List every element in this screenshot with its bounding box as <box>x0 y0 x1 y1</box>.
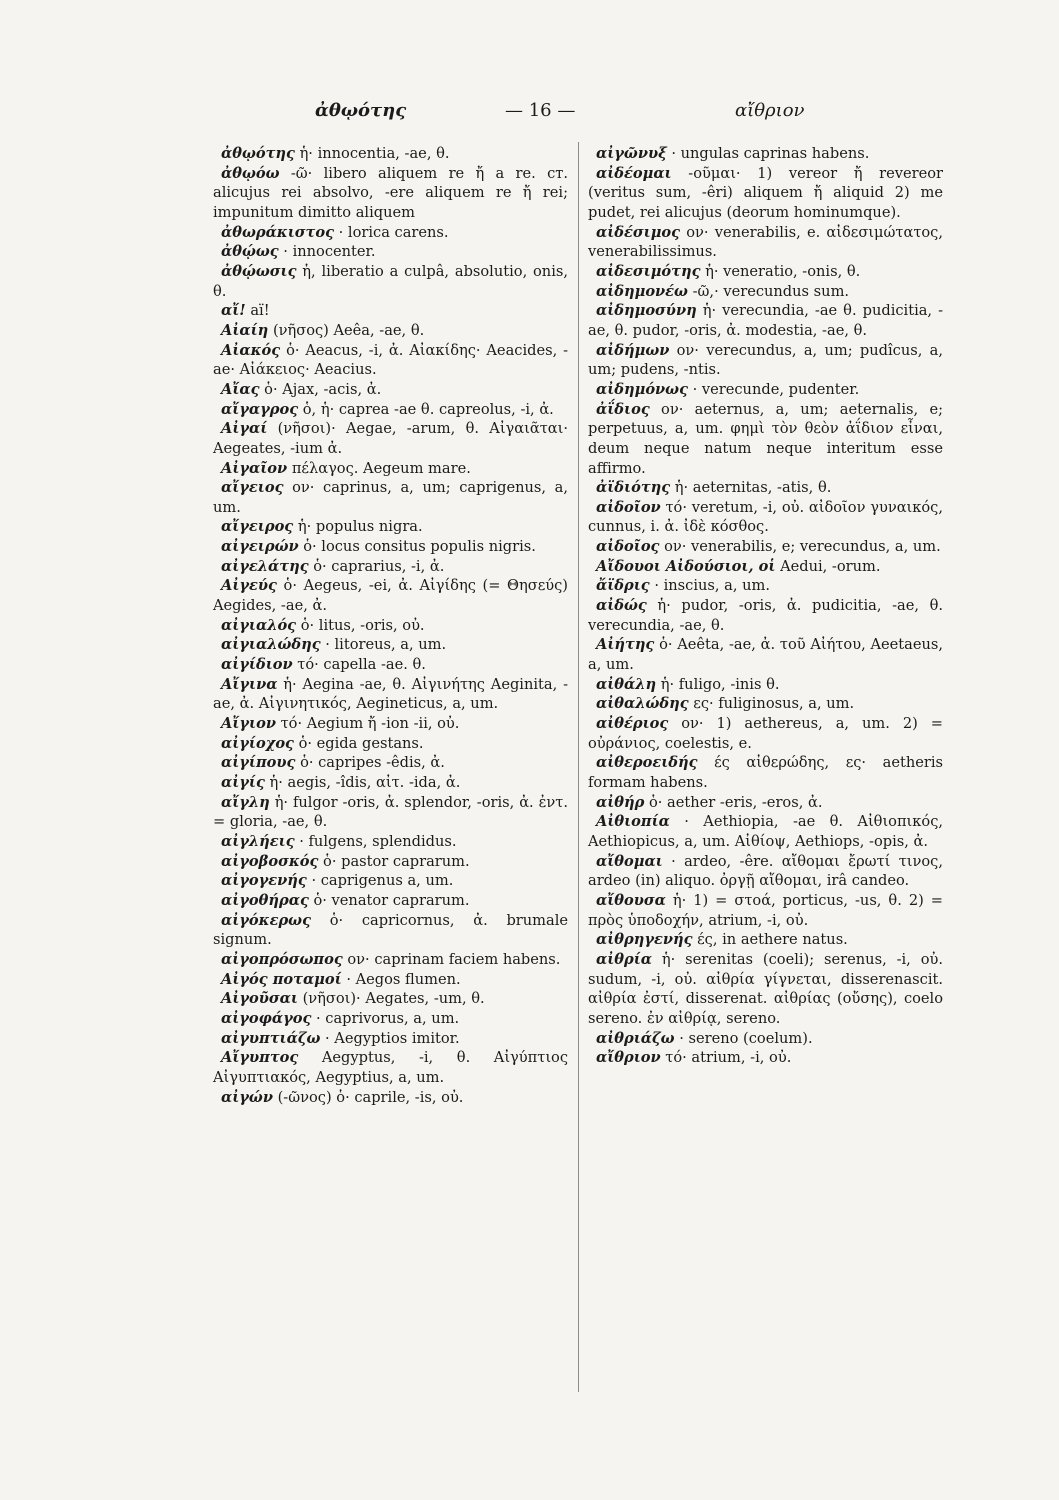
dictionary-entry <box>213 911 568 950</box>
entry-headword: αἰγλήεις <box>221 832 295 850</box>
dictionary-entry <box>213 262 568 301</box>
dictionary-entry <box>213 517 568 537</box>
entry-definition: ὁ· pastor caprarum. <box>323 852 470 870</box>
entry-headword: αἰδοῖον <box>596 498 661 516</box>
dictionary-entry <box>213 616 568 636</box>
entry-definition: ὁ· egida gestans. <box>298 734 424 752</box>
entry-headword: Αἴγιον <box>221 715 276 733</box>
entry-definition: ον· venerabilis, e; verecundus, a, um. <box>664 538 941 556</box>
entry-headword: Αἴγυπτος <box>221 1049 299 1067</box>
entry-definition: · ardeo, -êre. αἴθομαι ἔρωτί τινος, ardeo (in) aliquo. ὀργῇ αἴθομαι, irâ candeo. <box>588 852 943 890</box>
dictionary-entry <box>213 675 568 714</box>
dictionary-entry <box>213 400 568 420</box>
entry-definition: ἡ· aeternitas, -atis, θ. <box>674 479 832 497</box>
entry-headword: ἄϊδρις <box>596 577 650 595</box>
entry-definition: · Aegos flumen. <box>346 970 461 988</box>
entry-definition: (νῆσοι)· Aegates, -um, θ. <box>302 990 485 1008</box>
entry-definition: ἡ· veneratio, -onis, θ. <box>705 262 861 280</box>
dictionary-entry <box>213 1088 568 1108</box>
entry-definition: · Aegyptios imitor. <box>325 1029 460 1047</box>
entry-headword: Αἰγεύς <box>221 577 277 595</box>
entry-headword: ἀθῴως <box>221 243 279 261</box>
entry-definition: (νῆσος) Aeêa, -ae, θ. <box>272 321 425 339</box>
entry-headword: αἰγίδιον <box>221 656 293 674</box>
header-first-word: ἀθῳότης <box>315 100 407 121</box>
dictionary-entry <box>213 753 568 773</box>
dictionary-entry <box>588 576 943 596</box>
entry-definition: πέλαγος. Aegeum mare. <box>291 459 471 477</box>
entry-headword: αἰγογενής <box>221 872 307 890</box>
entry-headword: αἰθεροειδής <box>596 754 698 772</box>
entry-definition: ὁ· Ajax, -acis, ἀ. <box>264 380 382 398</box>
entry-headword: αἴγειος <box>221 479 284 497</box>
entry-headword: αἴγλη <box>221 793 270 811</box>
dictionary-entry <box>588 635 943 674</box>
entry-definition: ον· aeternus, a, um; aeternalis, e; perpetuus, a, um. φημὶ τὸν θεὸν ἀΐδιον εἶναι, deum neque natum neque interitum esse affirmo. <box>588 400 943 477</box>
entry-headword: αἰδέσιμος <box>596 223 681 241</box>
entry-definition: · ungulas caprinas habens. <box>671 145 870 162</box>
entry-definition: ἡ· fuligo, -inis θ. <box>660 675 780 693</box>
dictionary-entry <box>588 812 943 851</box>
entry-definition: · Aethiopia, -ae θ. Αἰθιοπικός, Aethiopicus, a, um. Αἰθίοψ, Aethiops, -opis, ἀ. <box>588 813 943 850</box>
dictionary-entry <box>588 891 943 930</box>
entry-definition: ὁ· venator caprarum. <box>313 891 470 909</box>
entry-definition: ὁ· litus, -oris, οὐ. <box>300 616 425 634</box>
entry-headword: αἰγών <box>221 1088 273 1106</box>
entry-headword: αἴγειρος <box>221 518 294 536</box>
dictionary-entry <box>213 223 568 243</box>
entry-headword: Αἴας <box>221 380 260 398</box>
dictionary-entry <box>588 852 943 891</box>
dictionary-entry <box>588 557 943 577</box>
dictionary-entry <box>213 1009 568 1029</box>
entry-headword: Αἰθιοπία <box>596 813 670 831</box>
entry-definition: ἡ· aegis, -îdis, αἰτ. -ida, ἀ. <box>269 774 461 791</box>
entry-definition: · lorica carens. <box>338 223 449 241</box>
entry-definition: ὁ, ἡ· caprea -ae θ. capreolus, -i, ἀ. <box>302 400 554 418</box>
dictionary-entry <box>213 950 568 970</box>
entry-headword: αἰδήμων <box>596 341 670 359</box>
entry-definition: ον· verecundus, a, um; pudîcus, a, um; pudens, -ntis. <box>588 341 943 379</box>
entry-headword: αἰθαλώδης <box>596 695 689 713</box>
entry-headword: Αἰγός ποταμοί <box>221 970 342 988</box>
header-last-word: αἴθριον <box>735 100 805 121</box>
entry-definition: -οῦμαι· 1) vereor ἤ revereor (veritus sum, -êri) aliquem ἤ aliquid 2) me pudet, rei alicujus (deorum hominumque). <box>588 164 943 221</box>
entry-headword: αἰδέομαι <box>596 164 672 182</box>
entry-definition: ὁ· locus consitus populis nigris. <box>303 538 536 556</box>
dictionary-entry <box>213 793 568 832</box>
dictionary-entry <box>213 714 568 734</box>
entry-headword: αἴ! <box>221 302 246 320</box>
entry-definition: ὁ· Aeêta, -ae, ἀ. τοῦ Αἰήτου, Aeetaeus, a, um. <box>588 636 944 674</box>
entry-definition: · litoreus, a, um. <box>325 636 447 654</box>
entry-headword: αἰθάλη <box>596 675 657 693</box>
dictionary-entry <box>213 144 568 164</box>
entry-definition: ὁ· caprarius, -i, ἀ. <box>313 557 445 575</box>
entry-definition: Aegyptus, -i, θ. Αἰγύπτιος Αἰγυπτιακός, Aegyptius, a, um. <box>213 1049 568 1086</box>
dictionary-entry <box>588 478 943 498</box>
entry-definition: -ῶ,· verecundus sum. <box>692 282 850 300</box>
page-number: — 16 — <box>505 100 576 121</box>
entry-definition: -ῶ· libero aliquem re ἤ a re. ст. alicujus rei absolvo, -ere aliquem re ἤ rei; impunitum dimitto aliquem <box>213 164 569 221</box>
entry-definition: · caprivorus, a, um. <box>316 1009 460 1027</box>
entry-headword: Αἴδουοι Αἰδούσιοι, οἱ <box>596 557 776 575</box>
entry-headword: Αἰγαῖον <box>221 459 288 477</box>
entry-headword: αἴθριον <box>596 1049 661 1067</box>
left-column <box>213 144 568 1107</box>
dictionary-entry <box>588 753 943 792</box>
entry-definition: τό· atrium, -i, οὐ. <box>665 1049 792 1067</box>
dictionary-entry <box>213 321 568 341</box>
entry-headword: αἰγειρών <box>221 538 299 556</box>
dictionary-entry <box>213 891 568 911</box>
entry-headword: αἰγιαλός <box>221 616 297 634</box>
dictionary-entry <box>588 282 943 302</box>
dictionary-entry <box>213 655 568 675</box>
entry-headword: αἰγοβοσκός <box>221 852 319 870</box>
dictionary-entry <box>588 930 943 950</box>
entry-definition: ὁ· Aeacus, -i, ἀ. Αἰακίδης· Aeacides, -ae· Αἰάκειος· Aeacius. <box>213 341 569 379</box>
dictionary-entry <box>213 871 568 891</box>
dictionary-entry <box>213 341 568 380</box>
dictionary-entry <box>588 400 943 479</box>
dictionary-entry <box>213 164 568 223</box>
dictionary-entry <box>588 164 943 223</box>
dictionary-entry <box>213 537 568 557</box>
entry-headword: αἰδημονέω <box>596 282 688 300</box>
entry-definition: ές, in aethere natus. <box>697 931 848 949</box>
entry-headword: αἰθέριος <box>596 715 669 733</box>
entry-headword: αἰγυπτιάζω <box>221 1029 321 1047</box>
entry-definition: ὁ· capripes -êdis, ἀ. <box>300 754 445 772</box>
entry-headword: ἀθῳότης <box>221 145 295 162</box>
entry-headword: ἀθῴωσις <box>221 262 297 280</box>
entry-definition: · caprigenus a, um. <box>311 872 454 890</box>
dictionary-entry <box>213 380 568 400</box>
entry-definition: (-ῶνος) ὁ· caprile, -is, οὐ. <box>277 1088 464 1106</box>
column-divider <box>578 142 579 1392</box>
entry-headword: ἀϊδιότης <box>596 479 671 497</box>
dictionary-entry <box>213 1048 568 1087</box>
entry-definition: ον· caprinus, a, um; caprigenus, a, um. <box>213 479 568 516</box>
entry-headword: Αἰγαί <box>221 420 268 438</box>
entry-definition: ές αἰθερώδης, ες· aetheris formam habens. <box>588 754 944 791</box>
entry-headword: αἰδοῖος <box>596 538 660 556</box>
entry-definition: ὁ· Aegeus, -ei, ἀ. Αἰγίδης (= Θησεύς) Aegides, -ae, ἀ. <box>213 577 569 615</box>
entry-headword: αἴθομαι <box>596 852 663 870</box>
entry-headword: ἀθῳόω <box>221 164 280 182</box>
dictionary-entry <box>213 459 568 479</box>
dictionary-entry <box>588 223 943 262</box>
entry-definition: (νῆσοι)· Aegae, -arum, θ. Αἰγαιᾶται· Aegeates, -ium ἀ. <box>213 420 568 457</box>
dictionary-entry <box>213 773 568 793</box>
entry-definition: Aedui, -orum. <box>780 557 881 575</box>
entry-definition: τό· veretum, -i, οὐ. αἰδοῖον γυναικός, cunnus, i. ἀ. ἰδὲ κόσθος. <box>588 498 943 536</box>
entry-headword: Αἰαίη <box>221 321 269 339</box>
entry-headword: αἰθήρ <box>596 793 645 811</box>
entry-headword: αἰθρία <box>596 950 653 968</box>
entry-headword: αἰδημόνως <box>596 380 688 398</box>
entry-headword: αἰγοθήρας <box>221 891 309 909</box>
dictionary-entry <box>213 852 568 872</box>
entry-definition: ον· 1) aethereus, a, um. 2) = οὐράνιος, coelestis, e. <box>588 715 943 752</box>
entry-definition: τό· Aegium ἤ -ion -ii, οὐ. <box>280 715 460 733</box>
entry-definition: ἡ· verecundia, -ae θ. pudicitia, -ae, θ. pudor, -oris, ἀ. modestia, -ae, θ. <box>588 302 944 339</box>
entry-definition: ἡ, liberatio a culpâ, absolutio, onis, θ. <box>213 262 568 300</box>
entry-headword: αἰδεσιμότης <box>596 262 701 280</box>
entry-headword: αἰγῶνυξ <box>596 145 667 162</box>
dictionary-entry <box>588 144 943 164</box>
entry-definition: ἡ· pudor, -oris, ἀ. pudicitia, -ae, θ. verecundia, -ae, θ. <box>588 597 943 634</box>
entry-headword: αἴθουσα <box>596 891 666 909</box>
entry-headword: ἀΐδιος <box>596 400 650 418</box>
dictionary-entry <box>588 301 943 340</box>
entry-definition: ἡ· fulgor -oris, ἀ. splendor, -oris, ἀ. ἐντ. = gloria, -ae, θ. <box>213 793 569 831</box>
entry-definition: aï! <box>250 302 270 320</box>
entry-headword: αἰγίπους <box>221 754 296 772</box>
dictionary-entry <box>213 242 568 262</box>
entry-headword: Αἰγοῦσαι <box>221 990 298 1008</box>
dictionary-entry <box>588 262 943 282</box>
entry-definition: · innocenter. <box>283 243 376 261</box>
entry-definition: ἡ· 1) = στοά, porticus, -us, θ. 2) = πρὸς ὑποδοχήν, atrium, -i, οὐ. <box>588 891 943 929</box>
dictionary-entry <box>588 380 943 400</box>
entry-definition: ον· caprinam faciem habens. <box>347 950 561 968</box>
entry-definition: ἡ· Aegina -ae, θ. Αἰγινήτης Aeginita, -ae, ἀ. Αἰγινητικός, Aegineticus, a, um. <box>213 675 569 713</box>
dictionary-entry <box>588 694 943 714</box>
dictionary-entry <box>588 675 943 695</box>
dictionary-entry <box>588 714 943 753</box>
entry-definition: · inscius, a, um. <box>654 577 771 595</box>
dictionary-entry <box>588 793 943 813</box>
dictionary-entry <box>213 478 568 517</box>
dictionary-entry <box>588 1048 943 1068</box>
entry-headword: Αἰακός <box>221 341 281 359</box>
page-header <box>205 100 875 126</box>
entry-definition: ἡ· innocentia, -ae, θ. <box>299 145 450 162</box>
dictionary-entry <box>213 989 568 1009</box>
entry-definition: · verecunde, pudenter. <box>692 380 860 398</box>
dictionary-entry <box>213 576 568 615</box>
dictionary-entry <box>588 341 943 380</box>
dictionary-entry <box>213 734 568 754</box>
entry-definition: ἡ· serenitas (coeli); serenus, -i, οὐ. sudum, -i, οὐ. αἰθρία γίγνεται, disserenascit. αἰθρία ἐστί, disserenat. αἰθρίας (οὔσης), coelo sereno. ἐν αἰθρίᾳ, sereno. <box>588 950 944 1027</box>
entry-headword: αἰγίοχος <box>221 734 294 752</box>
entry-definition: · sereno (coelum). <box>679 1029 813 1047</box>
entry-headword: αἰγοφάγος <box>221 1009 312 1027</box>
entry-headword: Αἴγινα <box>221 675 278 693</box>
dictionary-entry <box>213 1029 568 1049</box>
right-column <box>588 144 943 1068</box>
dictionary-entry <box>588 537 943 557</box>
entry-headword: αἰθρηγενής <box>596 931 693 949</box>
dictionary-entry <box>588 498 943 537</box>
dictionary-entry <box>213 970 568 990</box>
entry-headword: αἰγόκερως <box>221 911 311 929</box>
dictionary-entry <box>213 557 568 577</box>
entry-headword: αἴγαγρος <box>221 400 299 418</box>
dictionary-entry <box>213 635 568 655</box>
entry-headword: αἰθριάζω <box>596 1029 675 1047</box>
entry-definition: ες· fuliginosus, a, um. <box>693 695 855 713</box>
dictionary-entry <box>213 832 568 852</box>
entry-definition: · fulgens, splendidus. <box>299 832 457 850</box>
dictionary-entry <box>588 596 943 635</box>
entry-headword: αἰγελάτης <box>221 557 309 575</box>
dictionary-entry <box>588 950 943 1029</box>
entry-headword: αἰγοπρόσωπος <box>221 950 343 968</box>
entry-definition: ἡ· populus nigra. <box>297 518 423 536</box>
entry-definition: ον· venerabilis, e. αἰδεσιμώτατος, venerabilissimus. <box>588 223 943 261</box>
entry-headword: αἰγίς <box>221 774 265 791</box>
entry-definition: ὁ· aether -eris, -eros, ἀ. <box>648 793 823 811</box>
entry-headword: αἰδημοσύνη <box>596 302 697 320</box>
entry-headword: ἀθωράκιστος <box>221 223 334 241</box>
entry-definition: ὁ· capricornus, ἀ. brumale signum. <box>213 911 569 949</box>
entry-headword: αἰδώς <box>596 597 647 615</box>
entry-headword: αἰγιαλώδης <box>221 636 321 654</box>
dictionary-entry <box>588 1029 943 1049</box>
entry-definition: τό· capella -ae. θ. <box>297 656 426 674</box>
entry-headword: Αἰήτης <box>596 636 655 654</box>
dictionary-entry <box>213 419 568 458</box>
dictionary-entry <box>213 301 568 321</box>
